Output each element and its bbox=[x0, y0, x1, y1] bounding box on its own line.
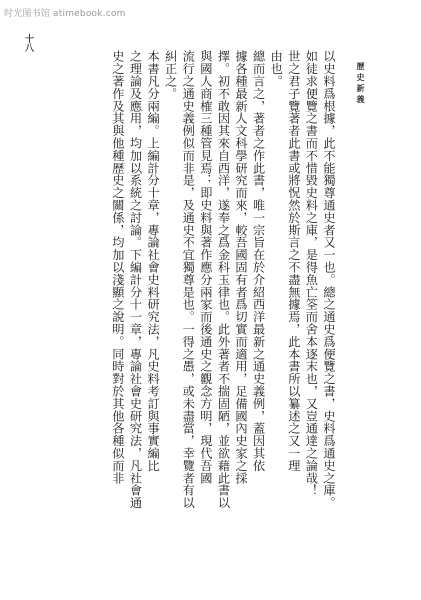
text-column-2: 如徒求便覽之書而不惜毀史料之庫，是得魚亡筌而舍本逐末也，又豈通達之論哉！ bbox=[304, 50, 319, 497]
text-column-11: 本書凡分兩編。上編計分十章，專論社會史料研究法，凡史料考訂與事實編比 bbox=[146, 50, 161, 472]
running-head: 歷史新義 bbox=[356, 62, 366, 106]
text-column-5: 總而言之，著者之作此書，唯一宗旨在於介紹西洋最新之通史義例，蓋因其依 bbox=[251, 50, 266, 472]
text-column-6: 據各種最新人文科學研究而來，較吾國固有者爲切實而適用，足備國內史家之採 bbox=[234, 50, 249, 484]
body-text bbox=[19, 50, 337, 570]
text-column-13: 史之著作及其與他種歷史之關係，均加以淺顯之說明。同時對於其他各種似而非 bbox=[110, 50, 125, 484]
text-column-3: 世之君子覽著者此書或將怳然於斯言之不盡無據焉，此本書所以纂述之又一理 bbox=[286, 50, 301, 472]
text-column-4: 由也。 bbox=[269, 50, 284, 88]
text-column-10: 糾正之。 bbox=[163, 50, 178, 100]
text-column-12: 之理論及應用，均加以系統之討論。下編計分十一章，專論社會史研究法，凡社會通 bbox=[128, 50, 143, 509]
text-column-7: 擇。初不敢因其來自西洋，遂奉之爲金科玉律也。此外著者不揣固陋，並欲藉此書以 bbox=[216, 50, 231, 509]
text-column-8: 與國人商榷三種管見焉：即史料與著作應分兩家而後通史之觀念方明，現代吾國 bbox=[198, 50, 213, 484]
text-column-1: 以史料爲根據，此不能獨尊通史者又一也。總之通史爲便覽之書，史料爲通史之庫。 bbox=[322, 50, 336, 509]
text-column-9: 流行之通史義例似而非是，及通史不宜獨尊是也。一得之愚，或未盡當，幸覽者有以 bbox=[181, 50, 196, 509]
page-number: 十八 bbox=[23, 34, 33, 52]
site-watermark: 时光图书馆 atimebook.com bbox=[4, 9, 126, 19]
